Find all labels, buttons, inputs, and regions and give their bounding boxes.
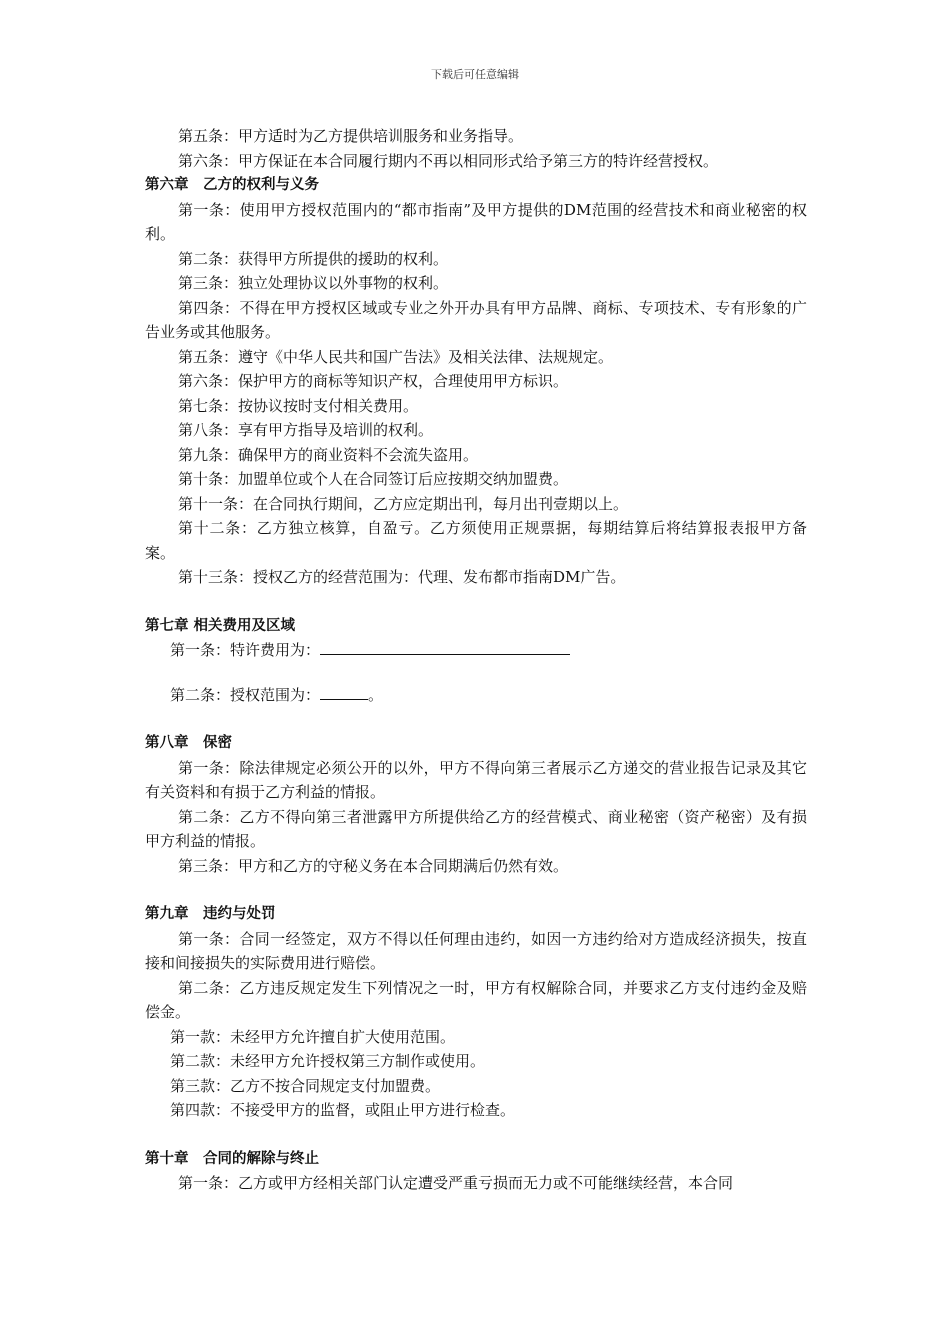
article-6-3: 第三条：独立处理协议以外事物的权利。: [178, 274, 449, 292]
chapter-8-title: 第八章 保密: [145, 735, 232, 751]
article-5-5: 第五条：甲方适时为乙方提供培训服务和业务指导。: [178, 127, 524, 145]
article-10-1: 第一条：乙方或甲方经相关部门认定遭受严重亏损而无力或不可能继续经营，本合同: [178, 1174, 734, 1192]
article-5-6: 第六条：甲方保证在本合同履行期内不再以相同形式给予第三方的特许经营授权。: [178, 151, 719, 170]
clause-9-2-2: 第二款：未经甲方允许授权第三方制作或使用。: [170, 1052, 486, 1070]
article-7-1: [145, 638, 807, 663]
article-8-1: 第一条：除法律规定必须公开的以外，甲方不得向第三者展示乙方递交的营业报告记录及其它有关资料和有损于乙方利益的情报。: [145, 758, 807, 801]
article-6-2: 第二条：获得甲方所提供的援助的权利。: [178, 249, 449, 268]
article-7-1-label: 第一条：特许费用为：: [170, 641, 321, 659]
article-6-12: 第十二条：乙方独立核算，自盈亏。乙方须使用正规票据，每期结算后将结算报表报甲方备案。: [145, 519, 807, 562]
clause-9-2-3: 第三款：乙方不按合同规定支付加盟费。: [170, 1076, 441, 1095]
article-6-6: 第六条：保护甲方的商标等知识产权，合理使用甲方标识。: [178, 372, 569, 390]
article-9-2: 第二条：乙方违反规定发生下列情况之一时，甲方有权解除合同，并要求乙方支付违约金及赔偿金。: [145, 978, 807, 1021]
article-6-9: 第九条：确保甲方的商业资料不会流失盗用。: [178, 445, 479, 464]
chapter-7-title: 第七章 相关费用及区域: [145, 617, 296, 634]
article-6-1: 第一条：使用甲方授权范围内的“都市指南”及甲方提供的DM范围的经营技术和商业秘密的权利。: [145, 200, 807, 243]
chapter-10-title: 第十章 合同的解除与终止: [145, 1150, 319, 1167]
article-8-2: 第二条：乙方不得向第三者泄露甲方所提供给乙方的经营模式、商业秘密（资产秘密）及有损甲方利益的情报。: [145, 807, 807, 850]
article-6-5: 第五条：遵守《中华人民共和国广告法》及相关法律、法规规定。: [178, 347, 614, 366]
clause-9-2-1: 第一款：未经甲方允许擅自扩大使用范围。: [170, 1027, 456, 1046]
article-7-2: [145, 683, 807, 708]
article-6-10: 第十条：加盟单位或个人在合同签订后应按期交纳加盟费。: [178, 470, 569, 488]
scope-blank[interactable]: [320, 684, 368, 700]
chapter-6-title: 第六章 乙方的权利与义务: [145, 177, 319, 193]
article-7-2-label: 第二条：授权范围为：: [170, 685, 321, 704]
chapter-9-title: 第九章 违约与处罚: [145, 906, 276, 922]
article-9-1: 第一条：合同一经签定，双方不得以任何理由违约，如因一方违约给对方造成经济损失，按直接和间接损失的实际费用进行赔偿。: [145, 929, 807, 972]
article-6-7: 第七条：按协议按时支付相关费用。: [178, 396, 419, 415]
article-7-2-end: 。: [368, 685, 384, 704]
fee-blank[interactable]: [320, 639, 570, 655]
article-6-13: 第十三条：授权乙方的经营范围为：代理、发布都市指南DM广告。: [178, 568, 626, 586]
clause-9-2-4: 第四款：不接受甲方的监督，或阻止甲方进行检查。: [170, 1101, 516, 1119]
article-6-4: 第四条：不得在甲方授权区域或专业之外开办具有甲方品牌、商标、专项技术、专有形象的广告业务或其他服务。: [145, 298, 807, 341]
document-body: [145, 124, 807, 1196]
article-6-8: 第八条：享有甲方指导及培训的权利。: [178, 421, 434, 439]
article-8-3: 第三条：甲方和乙方的守秘义务在本合同期满后仍然有效。: [178, 856, 569, 875]
article-6-11: 第十一条：在合同执行期间，乙方应定期出刊，每月出刊壹期以上。: [178, 494, 629, 513]
page-header: 下载后可任意编辑: [431, 68, 519, 81]
